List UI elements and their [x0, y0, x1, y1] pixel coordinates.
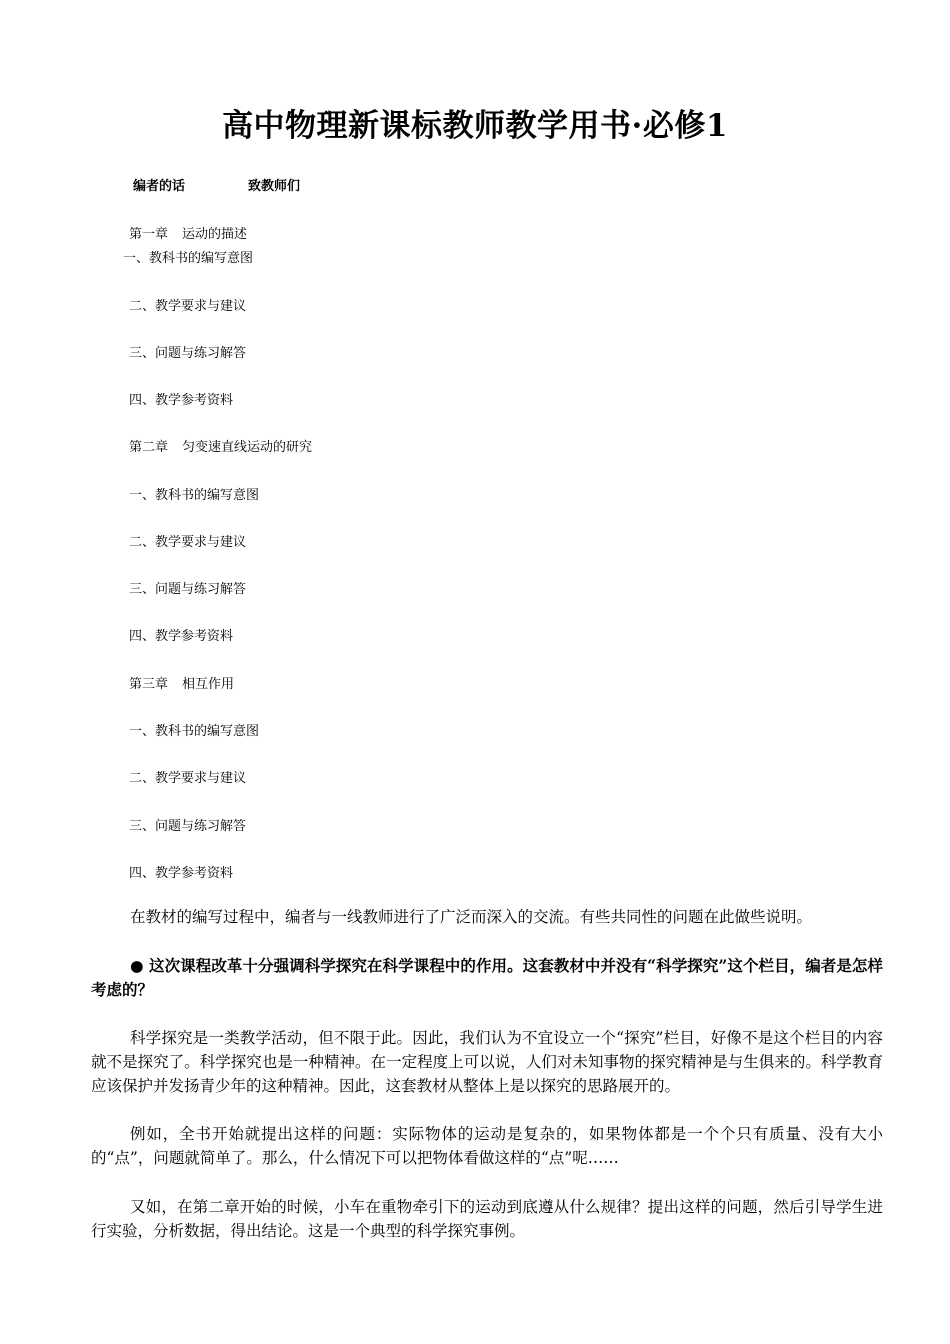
toc-item[interactable]: 四、教学参考资料: [129, 393, 234, 408]
editor-words-link[interactable]: 编者的话: [133, 179, 186, 194]
toc-chapter-number: 第三章: [129, 677, 169, 692]
toc-chapter-3[interactable]: [129, 673, 234, 692]
toc-chapter-name: 匀变速直线运动的研究: [182, 440, 313, 455]
body-paragraph: 例如，全书开始就提出这样的问题：实际物体的运动是复杂的，如果物体都是一个个只有质量、没有大小的“点”，问题就简单了。那么，什么情况下可以把物体看做这样的“点”呢……: [91, 1125, 883, 1167]
toc-chapter-number: 第一章: [129, 227, 169, 242]
toc-chapter-name: 相互作用: [182, 677, 235, 692]
toc-item[interactable]: 二、教学要求与建议: [129, 771, 247, 786]
toc-item[interactable]: 四、教学参考资料: [129, 629, 234, 644]
to-teachers-link[interactable]: 致教师们: [248, 179, 301, 194]
toc-chapter-name: 运动的描述: [182, 227, 248, 242]
toc-item[interactable]: 二、教学要求与建议: [129, 535, 247, 550]
toc-item[interactable]: 一、教科书的编写意图: [129, 724, 260, 739]
toc-chapter-number: 第二章: [129, 440, 169, 455]
intro-paragraph: 在教材的编写过程中，编者与一线教师进行了广泛而深入的交流。有些共同性的问题在此做些说明。: [130, 908, 813, 926]
question-paragraph: ● 这次课程改革十分强调科学探究在科学课程中的作用。这套教材中并没有“科学探究”这个栏目，编者是怎样考虑的？: [91, 956, 883, 999]
toc-item[interactable]: 三、问题与练习解答: [129, 819, 247, 834]
toc-item[interactable]: 一、教科书的编写意图: [129, 488, 260, 503]
toc-item[interactable]: 三、问题与练习解答: [129, 582, 247, 597]
body-paragraph: 又如，在第二章开始的时候，小车在重物牵引下的运动到底遵从什么规律？提出这样的问题，然后引导学生进行实验，分析数据，得出结论。这是一个典型的科学探究事例。: [91, 1198, 883, 1240]
toc-item[interactable]: 三、问题与练习解答: [129, 346, 247, 361]
toc-chapter-1[interactable]: [129, 223, 247, 242]
toc-item[interactable]: 二、教学要求与建议: [129, 299, 247, 314]
body-paragraph: 科学探究是一类教学活动，但不限于此。因此，我们认为不宜设立一个“探究”栏目，好像不是这个栏目的内容就不是探究了。科学探究也是一种精神。在一定程度上可以说，人们对未知事物的探究精神是与生俱来的。科学教育应该保护并发扬青少年的这种精神。因此，这套教材从整体上是以探究的思路展开的。: [91, 1029, 883, 1095]
toc-item[interactable]: 四、教学参考资料: [129, 866, 234, 881]
toc-chapter-2[interactable]: [129, 436, 312, 455]
toc-item[interactable]: 一、教科书的编写意图: [123, 251, 254, 266]
page-title: 高中物理新课标教师教学用书·必修1: [222, 108, 728, 144]
